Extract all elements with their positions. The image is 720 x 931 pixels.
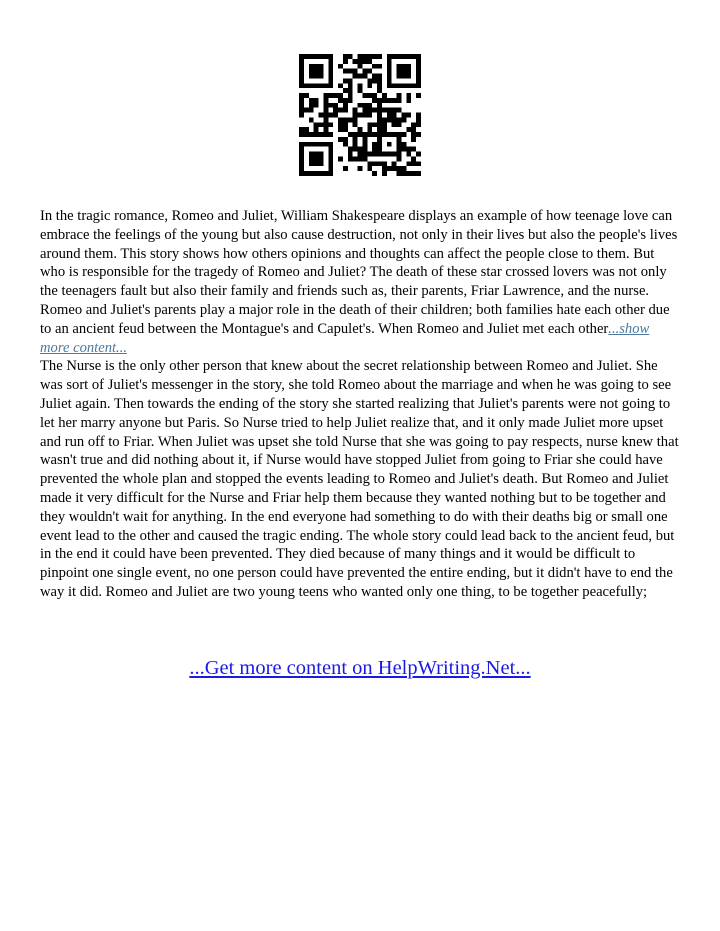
qr-code-icon [299, 54, 421, 176]
article-body [40, 207, 681, 602]
article-paragraph-1 [40, 207, 681, 357]
show-more-link[interactable]: ...show more content... [40, 320, 650, 356]
paragraph-1-text: In the tragic romance, Romeo and Juliet, William Shakespeare displays an example of how teenage love can embrace the feelings of the young but also cause destruction, not only in their lives but also the people's lives around them. This story shows how others opinions and thoughts can affect the people close to them. But who is responsible for the tragedy of Romeo and Juliet? The death of these star crossed lovers was not only the teenagers fault but also their family and friends such as, their parents, Friar Lawrence, and the nurse. Romeo and Juliet's parents play a major role in the death of their children; both families hate each other due to an ancient feud between the Montague's and Capulet's. When Romeo and Juliet met each other [40, 208, 678, 337]
article-paragraph-2: The Nurse is the only other person that knew about the secret relationship between Romeo and Juliet. She was sort of Juliet's messenger in the story, she told Romeo about the marriage and when he was going to see Juliet again. Then towards the ending of the story she started realizing that Juliet's parents were not going to let her marry anyone but Paris. So Nurse tried to help Juliet realize that, and it only made Juliet more upset and run off to Friar. When Juliet was upset she told Nurse that she was going to pay respects, nurse knew that wasn't true and did nothing about it, if Nurse would have stopped Juliet from going to Friar she could have prevented the whole plan and stopped the events leading to Romeo and Juliet's death. But Romeo and Juliet made it very difficult for the Nurse and Friar help them because they wanted nothing but to be together and they wouldn't wait for anything. In the end everyone had something to do with their deaths big or small one event lead to the other and caused the tragic ending. The whole story could lead back to the ancient feud, but in the end it could have been prevented. They died because of many things and it would be difficult to pinpoint one single event, no one person could have prevented the entire ending, but it didn't have to end the way it did. Romeo and Juliet are two young teens who wanted only one thing, to be together peacefully; [40, 358, 679, 600]
footer-cta [0, 655, 720, 681]
get-more-content-link[interactable]: ...Get more content on HelpWriting.Net... [189, 657, 531, 679]
